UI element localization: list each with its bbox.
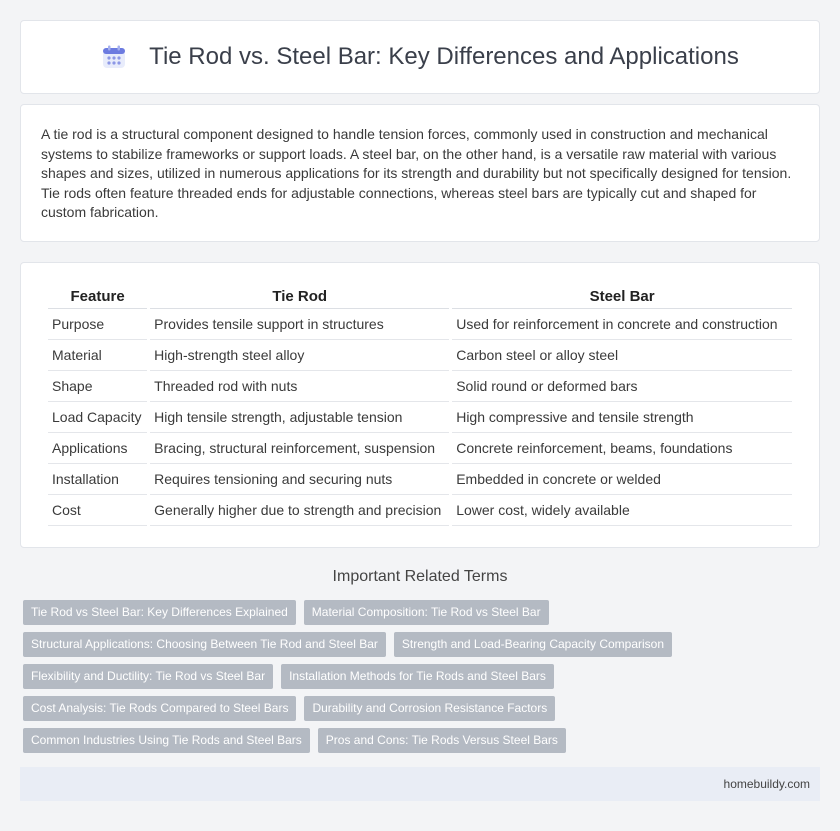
table-cell: Requires tensioning and securing nuts	[150, 464, 449, 495]
related-term-link[interactable]: Durability and Corrosion Resistance Factors	[304, 696, 555, 721]
comparison-table-card	[20, 262, 820, 548]
table-cell: Used for reinforcement in concrete and construction	[452, 309, 792, 340]
header-steel-bar: Steel Bar	[452, 285, 792, 309]
intro-card	[20, 104, 820, 242]
calendar-icon	[101, 44, 127, 70]
header-feature: Feature	[48, 285, 147, 309]
table-row	[48, 433, 792, 464]
tag-row	[23, 600, 823, 632]
table-row	[48, 464, 792, 495]
table-cell: Solid round or deformed bars	[452, 371, 792, 402]
table-cell: Applications	[48, 433, 147, 464]
table-header-row	[48, 285, 792, 309]
related-terms-title: Important Related Terms	[332, 568, 508, 585]
table-row	[48, 371, 792, 402]
header-tie-rod: Tie Rod	[150, 285, 449, 309]
footer	[20, 767, 820, 801]
table-cell: Installation	[48, 464, 147, 495]
comparison-table	[45, 285, 795, 526]
table-cell: Material	[48, 340, 147, 371]
table-cell: Shape	[48, 371, 147, 402]
related-term-link[interactable]: Flexibility and Ductility: Tie Rod vs Steel Bar	[23, 664, 273, 689]
related-term-link[interactable]: Structural Applications: Choosing Between Tie Rod and Steel Bar	[23, 632, 386, 657]
table-cell: Threaded rod with nuts	[150, 371, 449, 402]
related-terms-list	[23, 600, 823, 760]
table-cell: Embedded in concrete or welded	[452, 464, 792, 495]
table-cell: High-strength steel alloy	[150, 340, 449, 371]
table-cell: Load Capacity	[48, 402, 147, 433]
table-cell: High tensile strength, adjustable tension	[150, 402, 449, 433]
table-row	[48, 340, 792, 371]
table-cell: Concrete reinforcement, beams, foundations	[452, 433, 792, 464]
related-term-link[interactable]: Pros and Cons: Tie Rods Versus Steel Bars	[318, 728, 566, 753]
tag-row	[23, 664, 823, 696]
title-card	[20, 20, 820, 94]
page-title: Tie Rod vs. Steel Bar: Key Differences and Applications	[149, 43, 739, 70]
related-term-link[interactable]: Cost Analysis: Tie Rods Compared to Steel Bars	[23, 696, 296, 721]
table-cell: Cost	[48, 495, 147, 526]
related-term-link[interactable]: Common Industries Using Tie Rods and Steel Bars	[23, 728, 310, 753]
table-row	[48, 495, 792, 526]
tag-row	[23, 632, 823, 664]
table-cell: Purpose	[48, 309, 147, 340]
table-row	[48, 402, 792, 433]
table-cell: Provides tensile support in structures	[150, 309, 449, 340]
tag-row	[23, 728, 823, 760]
related-term-link[interactable]: Strength and Load-Bearing Capacity Comparison	[394, 632, 672, 657]
related-term-link[interactable]: Installation Methods for Tie Rods and Steel Bars	[281, 664, 554, 689]
table-cell: High compressive and tensile strength	[452, 402, 792, 433]
table-cell: Carbon steel or alloy steel	[452, 340, 792, 371]
table-cell: Generally higher due to strength and precision	[150, 495, 449, 526]
related-term-link[interactable]: Material Composition: Tie Rod vs Steel Bar	[304, 600, 549, 625]
intro-paragraph: A tie rod is a structural component designed to handle tension forces, commonly used in construction and mechanical systems to stabilize frameworks or support loads. A steel bar, on the other hand, is a versatile raw material with various shapes and sizes, utilized in numerous applications for its strength and durability but not specifically designed for tension. Tie rods often feature threaded ends for adjustable connections, whereas steel bars are typically cut and shaped for custom fabrication.	[41, 126, 792, 221]
table-row	[48, 309, 792, 340]
tag-row	[23, 696, 823, 728]
table-cell: Lower cost, widely available	[452, 495, 792, 526]
footer-site-link[interactable]: homebuildy.com	[723, 777, 810, 791]
table-cell: Bracing, structural reinforcement, suspension	[150, 433, 449, 464]
related-term-link[interactable]: Tie Rod vs Steel Bar: Key Differences Explained	[23, 600, 296, 625]
